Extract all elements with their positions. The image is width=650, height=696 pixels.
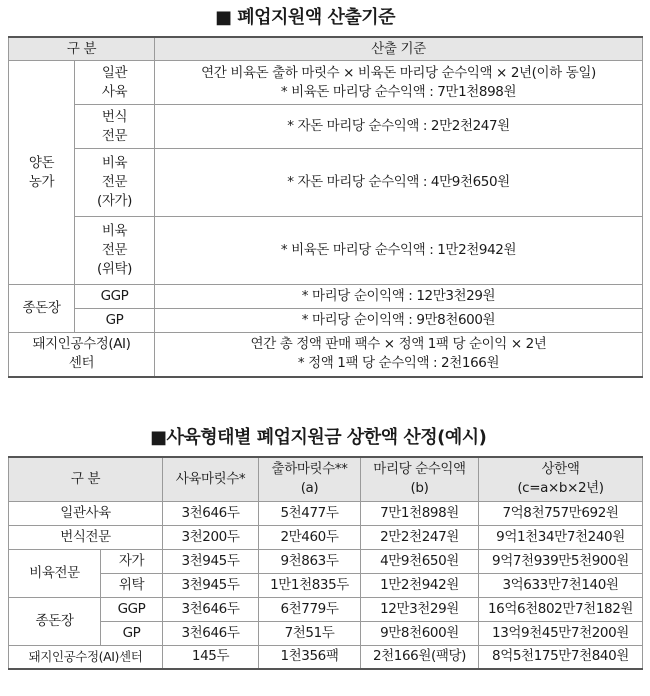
cell-profit: 2천166원(팩당)	[361, 645, 479, 669]
group-fattening: 비육전문	[9, 549, 101, 597]
header-category: 구 분	[9, 457, 163, 501]
cell-shipped: 1만1천835두	[259, 573, 361, 597]
cell-limit: 8억5천175만7천840원	[479, 645, 643, 669]
cell-shipped: 2만460두	[259, 525, 361, 549]
cell-shipped: 5천477두	[259, 501, 361, 525]
cell-raised: 3천646두	[163, 597, 259, 621]
cell-profit: 9만8천600원	[361, 621, 479, 645]
row-label: GP	[75, 309, 155, 333]
row-label: 비육 전문 (자가)	[75, 149, 155, 217]
header-shipped: 출하마릿수** (a)	[259, 457, 361, 501]
cell-profit: 7만1천898원	[361, 501, 479, 525]
cell-raised: 3천945두	[163, 573, 259, 597]
cell-shipped: 7천51두	[259, 621, 361, 645]
row-criteria: * 자돈 마리당 순수익액 : 2만2천247원	[155, 105, 643, 149]
row-label: 일관 사육	[75, 61, 155, 105]
cell-raised: 3천200두	[163, 525, 259, 549]
header-limit: 상한액 (c=a×b×2년)	[479, 457, 643, 501]
cell-raised: 3천945두	[163, 549, 259, 573]
cell-profit: 4만9천650원	[361, 549, 479, 573]
row-criteria: * 비육돈 마리당 순수익액 : 1만2천942원	[155, 217, 643, 285]
row-sublabel: 위탁	[101, 573, 163, 597]
cell-profit: 12만3천29원	[361, 597, 479, 621]
cell-shipped: 6천779두	[259, 597, 361, 621]
row-sublabel: GP	[101, 621, 163, 645]
row-label-ai-center: 돼지인공수정(AI) 센터	[9, 333, 155, 377]
row-label: 번식 전문	[75, 105, 155, 149]
row-label: 비육 전문 (위탁)	[75, 217, 155, 285]
cell-limit: 7억8천757만692원	[479, 501, 643, 525]
row-criteria: 연간 비육돈 출하 마릿수 × 비육돈 마리당 순수익액 × 2년(이하 동일) * 비육돈 마리당 순수익액 : 7만1천898원	[155, 61, 643, 105]
criteria-table	[8, 36, 643, 378]
group-pig-farm: 양돈 농가	[9, 61, 75, 285]
header-profit: 마리당 순수익액 (b)	[361, 457, 479, 501]
cell-limit: 16억6천802만7천182원	[479, 597, 643, 621]
row-sublabel: GGP	[101, 597, 163, 621]
cell-raised: 3천646두	[163, 621, 259, 645]
table1-title: ■ 폐업지원액 산출기준	[215, 7, 396, 28]
cell-shipped: 9천863두	[259, 549, 361, 573]
row-label: 일관사육	[9, 501, 163, 525]
row-criteria: * 마리당 순이익액 : 9만8천600원	[155, 309, 643, 333]
cell-profit: 1만2천942원	[361, 573, 479, 597]
row-sublabel: 자가	[101, 549, 163, 573]
cell-raised: 145두	[163, 645, 259, 669]
group-breeding-farm: 종돈장	[9, 597, 101, 645]
row-label-ai-center: 돼지인공수정(AI)센터	[9, 645, 163, 669]
header-criteria: 산출 기준	[155, 37, 643, 61]
header-raised: 사육마릿수*	[163, 457, 259, 501]
cell-limit: 3억633만7천140원	[479, 573, 643, 597]
cell-limit: 9억7천939만5천900원	[479, 549, 643, 573]
limit-table	[8, 456, 643, 670]
group-breeding-farm: 종돈장	[9, 285, 75, 333]
cell-profit: 2만2천247원	[361, 525, 479, 549]
row-criteria: * 마리당 순이익액 : 12만3천29원	[155, 285, 643, 309]
row-criteria: * 자돈 마리당 순수익액 : 4만9천650원	[155, 149, 643, 217]
header-category: 구 분	[9, 37, 155, 61]
row-label: GGP	[75, 285, 155, 309]
row-label: 번식전문	[9, 525, 163, 549]
table2-title: ■사육형태별 폐업지원금 상한액 산정(예시)	[150, 427, 487, 448]
cell-limit: 13억9천45만7천200원	[479, 621, 643, 645]
row-criteria: 연간 총 정액 판매 팩수 × 정액 1팩 당 순이익 × 2년 * 정액 1팩 당 순수익액 : 2천166원	[155, 333, 643, 377]
cell-raised: 3천646두	[163, 501, 259, 525]
cell-shipped: 1천356팩	[259, 645, 361, 669]
cell-limit: 9억1천34만7천240원	[479, 525, 643, 549]
